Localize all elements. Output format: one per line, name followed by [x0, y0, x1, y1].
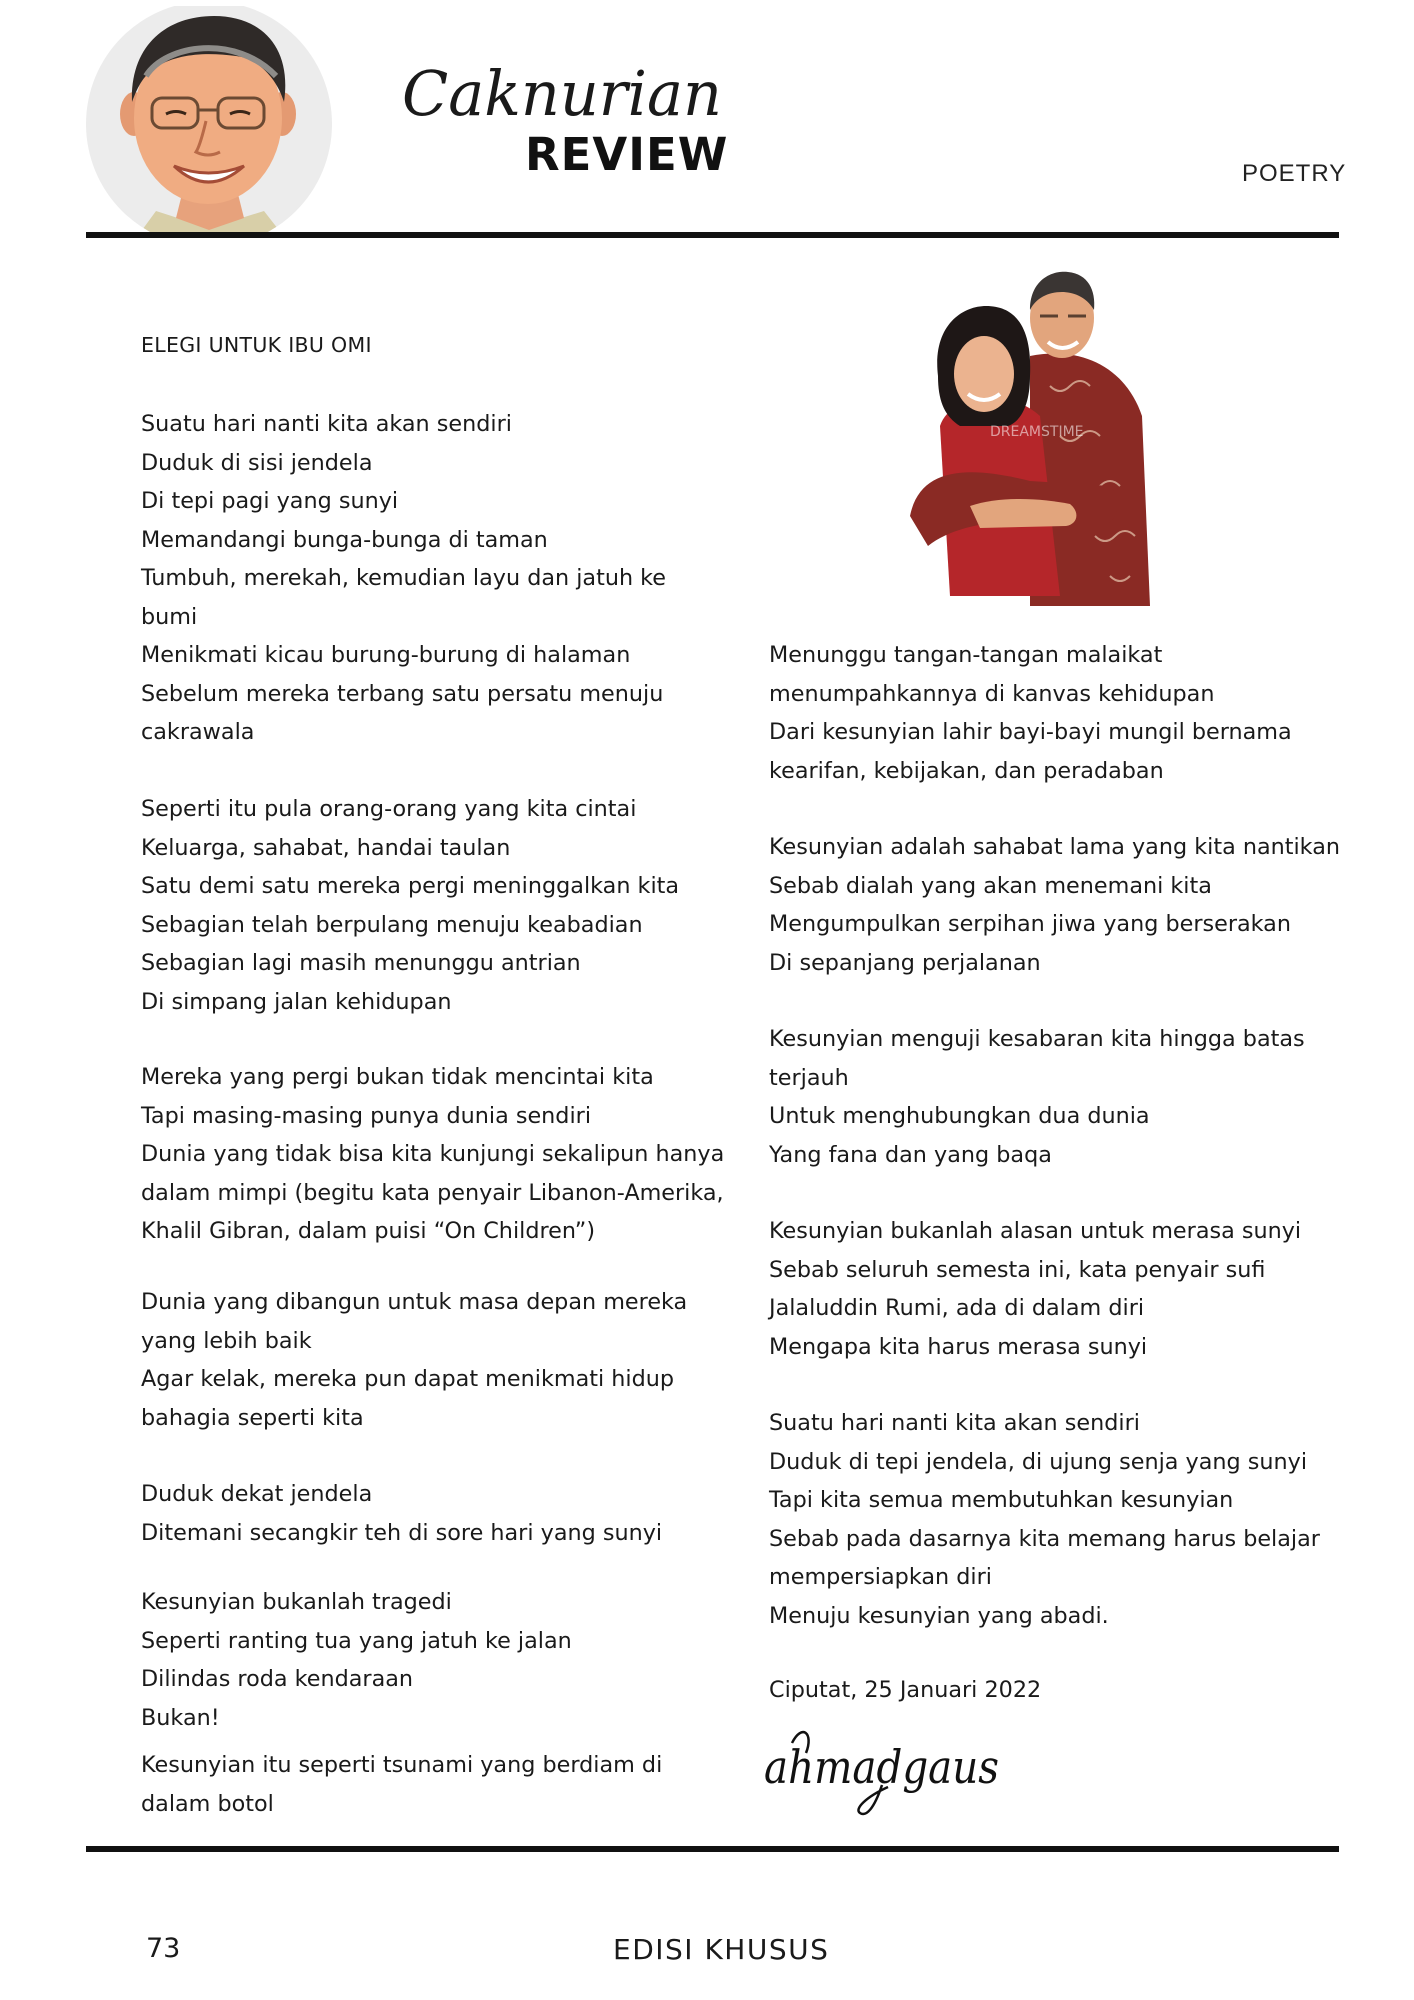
header-divider [86, 232, 1339, 238]
place-date: Ciputat, 25 Januari 2022 [769, 1677, 1042, 1703]
poem-stanza [141, 405, 666, 752]
poem-line: terjauh [769, 1064, 849, 1091]
poem-line: mempersiapkan diri [769, 1564, 992, 1590]
poem-line: Seperti ranting tua yang jatuh ke jalan [141, 1627, 572, 1654]
poem-line: dalam botol [141, 1790, 274, 1817]
poem-line: Di sepanjang perjalanan [769, 949, 1041, 976]
svg-text:Caknurian: Caknurian [402, 57, 722, 130]
svg-text:ahmadgaus: ahmadgaus [764, 1740, 999, 1794]
poem-line: Khalil Gibran, dalam puisi “On Children”) [141, 1218, 596, 1244]
poem-line: Suatu hari nanti kita akan sendiri [141, 411, 512, 437]
poem-line: bumi [141, 603, 198, 630]
poem-line: Sebab pada dasarnya kita memang harus belajar [769, 1525, 1320, 1552]
poem-line: Kesunyian adalah sahabat lama yang kita nantikan [769, 834, 1340, 860]
poem-line: Mengumpulkan serpihan jiwa yang berserakan [769, 911, 1291, 937]
poem-line: Sebelum mereka terbang satu persatu menuju [141, 680, 664, 707]
poem-stanza [769, 1404, 1320, 1635]
poem-line: Yang fana dan yang baqa [769, 1141, 1052, 1168]
poem-line: Seperti itu pula orang-orang yang kita cintai [141, 796, 637, 822]
poem-stanza [769, 1212, 1301, 1366]
poem-line: Sebab seluruh semesta ini, kata penyair sufi [769, 1256, 1266, 1283]
poem-line: Suatu hari nanti kita akan sendiri [769, 1410, 1140, 1436]
poem-stanza [769, 828, 1340, 982]
poem-stanza [769, 1020, 1305, 1174]
poem-line: Kesunyian bukanlah tragedi [141, 1589, 452, 1615]
poem-line: Tapi masing-masing punya dunia sendiri [141, 1102, 592, 1129]
poem-line: Mereka yang pergi bukan tidak mencintai kita [141, 1064, 654, 1090]
poem-stanza [141, 1058, 724, 1251]
edition-label: EDISI KHUSUS [613, 1933, 830, 1966]
poem-line: Jalaluddin Rumi, ada di dalam diri [769, 1295, 1145, 1321]
poem-line: Dari kesunyian lahir bayi-bayi mungil bernama [769, 719, 1292, 745]
poem-stanza [141, 790, 679, 1021]
poem-line: Tumbuh, merekah, kemudian layu dan jatuh ke [141, 565, 667, 591]
poem-line: Duduk di tepi jendela, di ujung senja yang sunyi [769, 1448, 1308, 1475]
poem-line: Kesunyian menguji kesabaran kita hingga batas [769, 1026, 1305, 1052]
poem-line: Satu demi satu mereka pergi meninggalkan kita [141, 873, 680, 899]
poem-line: Keluarga, sahabat, handai taulan [141, 834, 511, 861]
poem-line: Duduk di sisi jendela [141, 449, 373, 476]
svg-text:DREAMSTIME: DREAMSTIME [990, 424, 1084, 440]
poem-line: Menuju kesunyian yang abadi. [769, 1602, 1109, 1629]
poem-line: Tapi kita semua membutuhkan kesunyian [769, 1487, 1234, 1513]
poem-line: Kesunyian itu seperti tsunami yang berdiam di [141, 1752, 663, 1778]
page-number: 73 [146, 1933, 181, 1964]
poem-line: dalam mimpi (begitu kata penyair Libanon-Amerika, [141, 1179, 724, 1206]
poem-stanza [769, 636, 1292, 790]
poem-stanza [141, 1583, 572, 1737]
poem-line: Kesunyian bukanlah alasan untuk merasa sunyi [769, 1218, 1302, 1244]
poem-line: menumpahkannya di kanvas kehidupan [769, 680, 1215, 707]
author-signature [762, 1713, 1012, 1823]
poem-title: ELEGI UNTUK IBU OMI [141, 333, 372, 357]
poem-line: yang lebih baik [141, 1327, 312, 1354]
poem-line: bahagia seperti kita [141, 1404, 364, 1431]
poem-line: Bukan! [141, 1704, 220, 1731]
poem-line: Agar kelak, mereka pun dapat menikmati hidup [141, 1366, 675, 1392]
brand-title: REVIEW [525, 128, 729, 181]
author-portrait-illustration [86, 6, 332, 236]
poem-line: Menikmati kicau burung-burung di halaman [141, 642, 631, 668]
poem-line: Sebagian telah berpulang menuju keabadian [141, 911, 643, 938]
footer-divider [86, 1846, 1339, 1852]
poem-line: cakrawala [141, 719, 255, 745]
poem-line: Di simpang jalan kehidupan [141, 988, 452, 1015]
poem-line: Memandangi bunga-bunga di taman [141, 526, 548, 553]
poem-line: Mengapa kita harus merasa sunyi [769, 1333, 1148, 1360]
poem-stanza [141, 1283, 687, 1437]
poem-line: Menunggu tangan-tangan malaikat [769, 642, 1163, 668]
poem-line: kearifan, kebijakan, dan peradaban [769, 757, 1164, 784]
poem-line: Dilindas roda kendaraan [141, 1666, 414, 1692]
couple-photo [880, 266, 1176, 610]
poem-line: Untuk menghubungkan dua dunia [769, 1103, 1150, 1129]
poem-line: Dunia yang dibangun untuk masa depan mereka [141, 1289, 688, 1315]
poem-line: Sebab dialah yang akan menemani kita [769, 872, 1212, 899]
poem-line: Ditemani secangkir teh di sore hari yang sunyi [141, 1519, 663, 1546]
poem-line: Duduk dekat jendela [141, 1481, 373, 1507]
poem-line: Di tepi pagi yang sunyi [141, 488, 399, 514]
section-label: POETRY [1242, 160, 1347, 187]
poem-stanza [141, 1475, 662, 1552]
poem-line: Dunia yang tidak bisa kita kunjungi sekalipun hanya [141, 1141, 725, 1167]
poem-line: Sebagian lagi masih menunggu antrian [141, 950, 581, 976]
poem-stanza [141, 1746, 662, 1823]
